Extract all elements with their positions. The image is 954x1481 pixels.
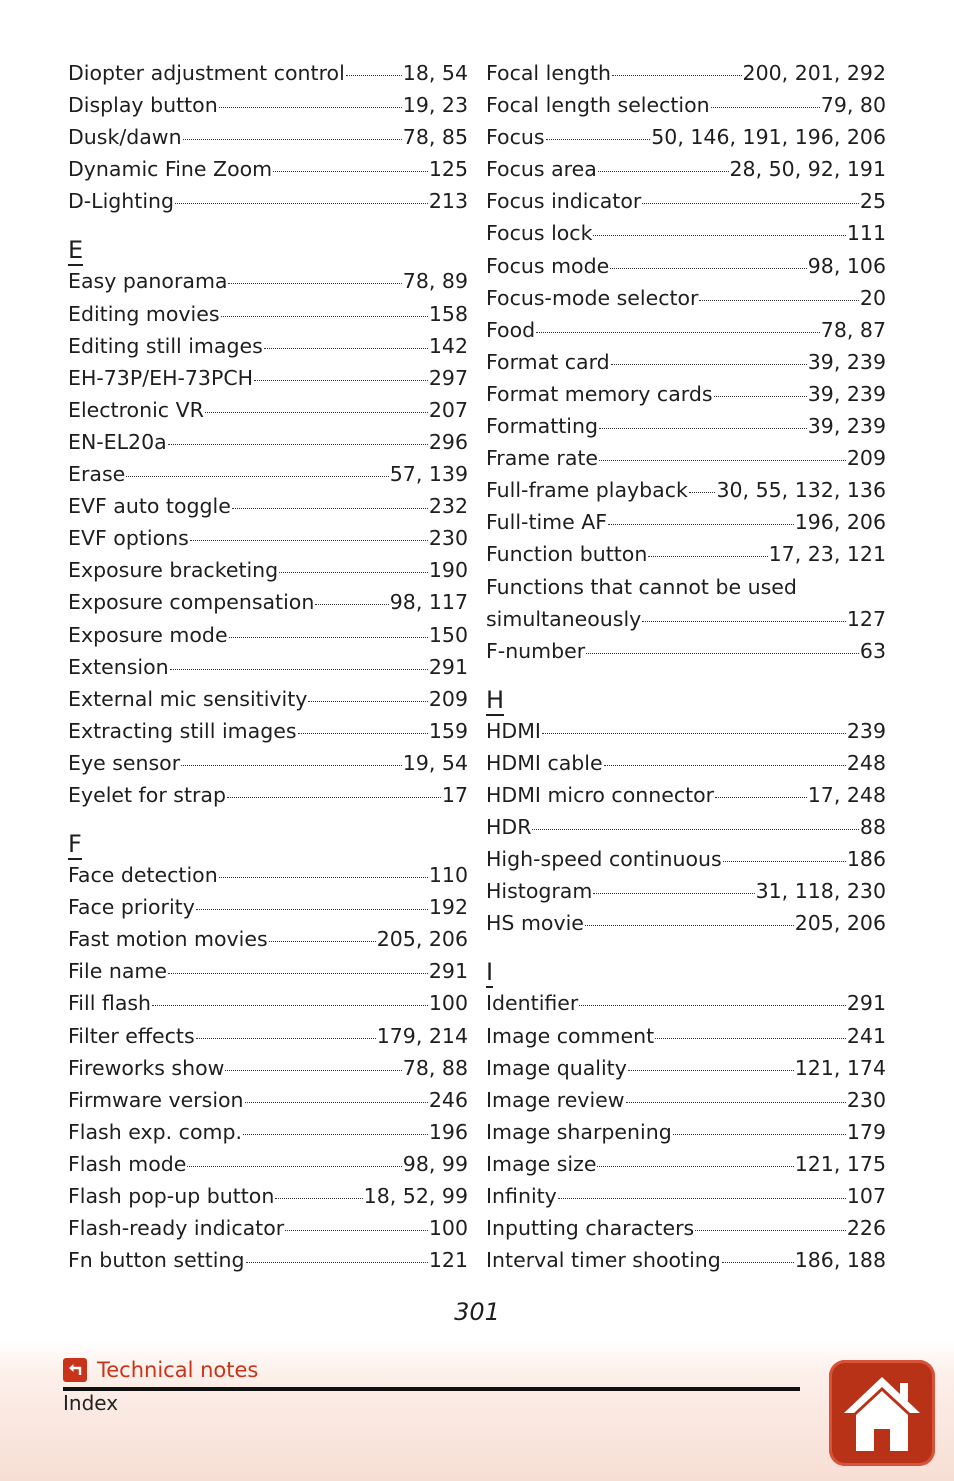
index-term: Function button	[486, 542, 648, 567]
page-references[interactable]: 159	[428, 718, 468, 743]
index-entry[interactable]	[68, 987, 468, 1019]
index-entry[interactable]	[68, 1212, 468, 1244]
page-references[interactable]: 196, 206	[794, 510, 886, 535]
page-number: 301	[454, 1298, 500, 1326]
index-term: Diopter adjustment control	[68, 61, 345, 85]
index-term: Fill flash	[68, 991, 152, 1016]
index-term: Erase	[68, 462, 126, 487]
index-term: Image review	[486, 1087, 625, 1112]
index-entry[interactable]	[486, 1020, 886, 1052]
dot-leader	[227, 797, 441, 798]
index-term: HDR	[486, 815, 532, 840]
page-references[interactable]: 213	[428, 189, 468, 214]
dot-leader	[648, 556, 767, 557]
dot-leader	[285, 1230, 428, 1231]
page-references[interactable]: 205, 206	[794, 911, 886, 936]
dot-leader	[221, 316, 428, 317]
index-entry[interactable]	[68, 779, 468, 811]
index-term: External mic sensitivity	[68, 686, 308, 711]
index-entry[interactable]	[68, 330, 468, 362]
index-term: Easy panorama	[68, 269, 228, 294]
index-term: HDMI micro connector	[486, 782, 715, 807]
dot-leader	[168, 973, 428, 974]
dot-leader	[126, 476, 389, 477]
index-entry[interactable]	[68, 619, 468, 651]
index-entry[interactable]	[486, 987, 886, 1019]
index-term: EN-EL20a	[68, 429, 167, 454]
dot-leader	[196, 1038, 376, 1039]
index-entry[interactable]	[68, 1020, 468, 1052]
index-entry[interactable]	[486, 1084, 886, 1116]
page-references[interactable]: 200, 201, 292	[742, 61, 886, 85]
page-references[interactable]: 209	[428, 686, 468, 711]
page-references[interactable]: 186, 188	[794, 1248, 886, 1273]
index-entry[interactable]	[68, 490, 468, 522]
index-term: Flash mode	[68, 1151, 187, 1176]
page-references[interactable]: 121	[428, 1248, 468, 1273]
index-term: Fireworks show	[68, 1055, 225, 1080]
dot-leader	[190, 540, 428, 541]
page-references[interactable]: 121, 174	[794, 1055, 886, 1080]
index-entry[interactable]	[486, 571, 886, 603]
dot-leader	[308, 701, 427, 702]
index-term: Fn button setting	[68, 1248, 245, 1273]
dot-leader	[599, 428, 807, 429]
back-arrow-icon	[63, 1358, 87, 1382]
index-term: High-speed continuous	[486, 847, 722, 872]
dot-leader	[273, 171, 428, 172]
index-entry[interactable]	[486, 907, 886, 939]
index-entry[interactable]	[68, 522, 468, 554]
dot-leader	[228, 283, 401, 284]
page-references[interactable]: 246	[428, 1087, 468, 1112]
index-entry[interactable]	[486, 875, 886, 907]
page-references[interactable]: 150	[428, 622, 468, 647]
page-references[interactable]: 111	[846, 221, 886, 246]
index-term: Face priority	[68, 895, 195, 920]
index-term: Focal length selection	[486, 93, 710, 118]
index-term: Firmware version	[68, 1087, 244, 1112]
page-references[interactable]: 207	[428, 397, 468, 422]
index-entry[interactable]	[68, 923, 468, 955]
index-entry[interactable]	[486, 715, 886, 747]
page-references[interactable]: 296	[428, 429, 468, 454]
breadcrumb-index: Index	[63, 1391, 119, 1415]
index-entry[interactable]	[486, 747, 886, 779]
index-term: Histogram	[486, 879, 593, 904]
dot-leader	[723, 861, 846, 862]
dot-leader	[593, 893, 754, 894]
page-references[interactable]: 196	[428, 1119, 468, 1144]
index-entry[interactable]	[68, 1180, 468, 1212]
index-term: Eyelet for strap	[68, 782, 226, 807]
index-term: Image quality	[486, 1055, 627, 1080]
index-entry[interactable]	[486, 811, 886, 843]
index-term: Face detection	[68, 863, 218, 888]
index-entry[interactable]	[68, 1052, 468, 1084]
index-entry[interactable]	[486, 1244, 886, 1276]
index-term: Focus area	[486, 157, 597, 182]
page-references[interactable]: 142	[428, 333, 468, 358]
index-term: Focus-mode selector	[486, 285, 699, 310]
dot-leader	[243, 1134, 428, 1135]
index-term: Interval timer shooting	[486, 1248, 721, 1273]
page-references[interactable]: 297	[428, 365, 468, 390]
dot-leader	[187, 1166, 401, 1167]
page-references[interactable]: 192	[428, 895, 468, 920]
index-column-left	[68, 57, 468, 1276]
index-entry[interactable]	[486, 89, 886, 121]
index-term: Fast motion movies	[68, 927, 268, 952]
index-entry[interactable]	[68, 955, 468, 987]
index-term: Exposure compensation	[68, 590, 315, 615]
dot-leader	[699, 300, 858, 301]
page-references[interactable]: 230	[428, 526, 468, 551]
index-entry[interactable]	[68, 651, 468, 683]
dot-leader	[183, 139, 402, 140]
index-term: Focus mode	[486, 253, 610, 278]
dot-leader	[586, 653, 859, 654]
index-term: Format card	[486, 349, 610, 374]
index-term: Image size	[486, 1151, 597, 1176]
index-entry[interactable]	[486, 314, 886, 346]
index-entry[interactable]	[68, 426, 468, 458]
dot-leader	[626, 1102, 846, 1103]
index-entry[interactable]	[486, 250, 886, 282]
index-term: Eye sensor	[68, 750, 181, 775]
index-entry[interactable]	[68, 1148, 468, 1180]
dot-leader	[604, 765, 846, 766]
index-entry[interactable]	[68, 265, 468, 297]
page-references[interactable]: 20	[859, 285, 886, 310]
index-term: simultaneously	[486, 606, 642, 631]
index-term: Focal length	[486, 61, 611, 85]
dot-leader	[558, 1198, 846, 1199]
index-entry[interactable]	[68, 1244, 468, 1276]
dot-leader	[175, 203, 428, 204]
page-references[interactable]: 100	[428, 991, 468, 1016]
index-entry[interactable]	[486, 506, 886, 538]
page-references[interactable]: 25	[859, 189, 886, 214]
page-references[interactable]: 291	[846, 991, 886, 1016]
dot-leader	[628, 1070, 794, 1071]
dot-leader	[585, 925, 794, 926]
index-entry[interactable]	[486, 282, 886, 314]
page-references[interactable]: 18, 54	[402, 61, 468, 85]
index-term: D-Lighting	[68, 189, 175, 214]
index-term: Exposure mode	[68, 622, 228, 647]
index-entry[interactable]	[68, 1084, 468, 1116]
page-references[interactable]: 88	[859, 815, 886, 840]
section-link-label: Technical notes	[97, 1358, 259, 1382]
dot-leader	[593, 235, 845, 236]
page-references[interactable]: 239	[846, 718, 886, 743]
dot-leader	[715, 797, 807, 798]
index-entry[interactable]	[68, 683, 468, 715]
page-references[interactable]: 18, 52, 99	[363, 1184, 468, 1208]
page-references[interactable]: 50, 146, 191, 196, 206	[651, 125, 886, 150]
section-letter-text: H	[486, 685, 505, 714]
index-entry[interactable]	[486, 843, 886, 875]
page-references[interactable]: 190	[428, 558, 468, 583]
page-references[interactable]: 205, 206	[376, 927, 468, 952]
index-term: File name	[68, 959, 167, 984]
page-references[interactable]: 78, 88	[402, 1055, 468, 1080]
index-entry[interactable]	[486, 1180, 886, 1212]
dot-leader	[714, 396, 807, 397]
index-term: Editing movies	[68, 301, 220, 326]
page-references[interactable]: 28, 50, 92, 191	[729, 157, 886, 182]
index-term: Food	[486, 317, 536, 342]
page-references[interactable]: 110	[428, 863, 468, 888]
footer-divider	[63, 1387, 800, 1391]
page-references[interactable]: 209	[846, 446, 886, 471]
dot-leader	[279, 572, 428, 573]
page-references[interactable]: 19, 23	[402, 93, 468, 118]
index-term: Functions that cannot be used	[486, 574, 797, 599]
dot-leader	[219, 107, 402, 108]
index-entry[interactable]	[68, 715, 468, 747]
page-references[interactable]: 30, 55, 132, 136	[716, 478, 886, 503]
index-term: Dynamic Fine Zoom	[68, 157, 273, 182]
page-references[interactable]: 98, 117	[389, 590, 468, 615]
dot-leader	[546, 139, 651, 140]
page-references[interactable]: 63	[859, 638, 886, 663]
page-references[interactable]: 158	[428, 301, 468, 326]
dot-leader	[168, 444, 428, 445]
section-letter-text: I	[486, 958, 494, 987]
index-term: Image sharpening	[486, 1119, 672, 1144]
index-entry[interactable]	[486, 378, 886, 410]
dot-leader	[232, 508, 428, 509]
index-term: Dusk/dawn	[68, 125, 182, 150]
technical-notes-link[interactable]	[63, 1356, 258, 1384]
index-term: Focus indicator	[486, 189, 642, 214]
page-references[interactable]: 100	[428, 1216, 468, 1241]
page-references[interactable]: 31, 118, 230	[755, 879, 886, 904]
dot-leader	[181, 765, 402, 766]
dot-leader	[610, 268, 807, 269]
dot-leader	[695, 1230, 846, 1231]
dot-leader	[346, 75, 402, 76]
page-references[interactable]: 78, 85	[402, 125, 468, 150]
index-term: EH-73P/EH-73PCH	[68, 365, 254, 390]
page-references[interactable]: 291	[428, 959, 468, 984]
page-references[interactable]: 39, 239	[807, 349, 886, 374]
index-entry[interactable]	[68, 747, 468, 779]
index-term: Inputting characters	[486, 1216, 695, 1241]
index-entry[interactable]	[68, 362, 468, 394]
dot-leader	[246, 1262, 428, 1263]
dot-leader	[229, 637, 428, 638]
index-entry[interactable]	[68, 586, 468, 618]
page-references[interactable]: 121, 175	[794, 1151, 886, 1176]
page-references[interactable]: 127	[846, 606, 886, 631]
page-references[interactable]: 125	[428, 157, 468, 182]
page-references[interactable]: 230	[846, 1087, 886, 1112]
dot-leader	[642, 203, 859, 204]
section-letter-text: E	[68, 236, 84, 265]
dot-leader	[711, 107, 820, 108]
dot-leader	[254, 380, 428, 381]
index-term: Flash pop-up button	[68, 1184, 275, 1208]
index-entry[interactable]	[486, 410, 886, 442]
dot-leader	[608, 524, 794, 525]
page-references[interactable]: 17	[441, 782, 468, 807]
dot-leader	[170, 669, 428, 670]
index-term: Extracting still images	[68, 718, 297, 743]
dot-leader	[536, 332, 820, 333]
dot-leader	[275, 1198, 362, 1199]
dot-leader	[315, 604, 388, 605]
index-entry[interactable]	[486, 1212, 886, 1244]
dot-leader	[689, 492, 716, 493]
page-references[interactable]: 39, 239	[807, 381, 886, 406]
home-icon	[840, 1371, 924, 1455]
index-term: Infinity	[486, 1184, 557, 1208]
section-letter-text: F	[68, 830, 82, 859]
index-entry[interactable]	[68, 458, 468, 490]
index-entry[interactable]	[68, 298, 468, 330]
dot-leader	[219, 877, 428, 878]
index-entry[interactable]	[486, 442, 886, 474]
index-term: Frame rate	[486, 446, 599, 471]
index-entry[interactable]	[486, 1148, 886, 1180]
index-term: Focus	[486, 125, 545, 150]
dot-leader	[245, 1102, 428, 1103]
index-entry[interactable]	[486, 121, 886, 153]
dot-leader	[597, 1166, 793, 1167]
index-term: Flash exp. comp.	[68, 1119, 242, 1144]
page-references[interactable]: 98, 106	[807, 253, 886, 278]
index-term: EVF auto toggle	[68, 494, 231, 519]
index-column-right	[486, 57, 886, 1276]
dot-leader	[655, 1038, 846, 1039]
index-section-letter	[68, 235, 468, 265]
dot-leader	[611, 364, 807, 365]
index-entry[interactable]	[68, 153, 468, 185]
index-entry[interactable]	[68, 1116, 468, 1148]
dot-leader	[673, 1134, 846, 1135]
dot-leader	[225, 1070, 401, 1071]
index-entry[interactable]	[68, 185, 468, 217]
dot-leader	[612, 75, 742, 76]
index-entry[interactable]	[68, 554, 468, 586]
page-references[interactable]: 248	[846, 750, 886, 775]
index-term: Electronic VR	[68, 397, 204, 422]
index-term: Image comment	[486, 1023, 655, 1048]
index-entry[interactable]	[68, 859, 468, 891]
page-references[interactable]: 19, 54	[402, 750, 468, 775]
index-term: Flash-ready indicator	[68, 1216, 285, 1241]
index-term: Full-time AF	[486, 510, 608, 535]
index-entry[interactable]	[486, 635, 886, 667]
index-term: Extension	[68, 654, 169, 679]
index-entry[interactable]	[486, 346, 886, 378]
index-term: EVF options	[68, 526, 189, 551]
dot-leader	[152, 1005, 428, 1006]
page-references[interactable]: 179, 214	[376, 1023, 468, 1048]
index-term: Editing still images	[68, 333, 263, 358]
index-term: HDMI	[486, 718, 541, 743]
index-entry[interactable]	[486, 153, 886, 185]
dot-leader	[196, 909, 428, 910]
index-entry[interactable]	[486, 1052, 886, 1084]
page-references[interactable]: 226	[846, 1216, 886, 1241]
page-references[interactable]: 57, 139	[389, 462, 468, 487]
index-term: Full-frame playback	[486, 478, 688, 503]
index-term: Identifier	[486, 991, 579, 1016]
index-entry[interactable]	[68, 121, 468, 153]
page-references[interactable]: 241	[846, 1023, 886, 1048]
dot-leader	[205, 412, 428, 413]
index-entry[interactable]	[486, 217, 886, 249]
index-term: Format memory cards	[486, 381, 713, 406]
dot-leader	[298, 733, 428, 734]
index-term: Exposure bracketing	[68, 558, 279, 583]
page-references[interactable]: 17, 248	[807, 782, 886, 807]
dot-leader	[264, 348, 428, 349]
index-section-letter	[486, 685, 886, 715]
page-references[interactable]: 232	[428, 494, 468, 519]
index-entry[interactable]	[68, 89, 468, 121]
index-term: F-number	[486, 638, 586, 663]
index-term: HS movie	[486, 911, 584, 936]
dot-leader	[642, 621, 846, 622]
page-references[interactable]: 98, 99	[402, 1151, 468, 1176]
index-entry[interactable]	[486, 57, 886, 89]
index-section-letter	[68, 829, 468, 859]
index-entry[interactable]	[486, 1116, 886, 1148]
page-references[interactable]: 78, 89	[402, 269, 468, 294]
page-references[interactable]: 291	[428, 654, 468, 679]
index-entry[interactable]	[68, 891, 468, 923]
index-section-letter	[486, 957, 886, 987]
dot-leader	[269, 941, 376, 942]
index-entry[interactable]	[68, 394, 468, 426]
index-entry[interactable]	[486, 185, 886, 217]
index-term: HDMI cable	[486, 750, 603, 775]
home-button[interactable]	[829, 1360, 935, 1466]
index-entry[interactable]	[486, 474, 886, 506]
dot-leader	[542, 733, 846, 734]
index-entry[interactable]	[486, 603, 886, 635]
index-term: Focus lock	[486, 221, 593, 246]
index-entry[interactable]	[68, 57, 468, 89]
index-term: Formatting	[486, 414, 598, 439]
dot-leader	[722, 1262, 794, 1263]
page-references[interactable]: 78, 87	[820, 317, 886, 342]
page-references[interactable]: 179	[846, 1119, 886, 1144]
dot-leader	[532, 829, 858, 830]
dot-leader	[598, 171, 729, 172]
index-term: Filter effects	[68, 1023, 195, 1048]
dot-leader	[579, 1005, 846, 1006]
page-references[interactable]: 186	[846, 847, 886, 872]
page-references[interactable]: 107	[846, 1184, 886, 1208]
page-references[interactable]: 79, 80	[820, 93, 886, 118]
index-entry[interactable]	[486, 779, 886, 811]
page-references[interactable]: 17, 23, 121	[768, 542, 886, 567]
index-term: Display button	[68, 93, 218, 118]
index-entry[interactable]	[486, 538, 886, 570]
dot-leader	[599, 460, 846, 461]
page-references[interactable]: 39, 239	[807, 414, 886, 439]
